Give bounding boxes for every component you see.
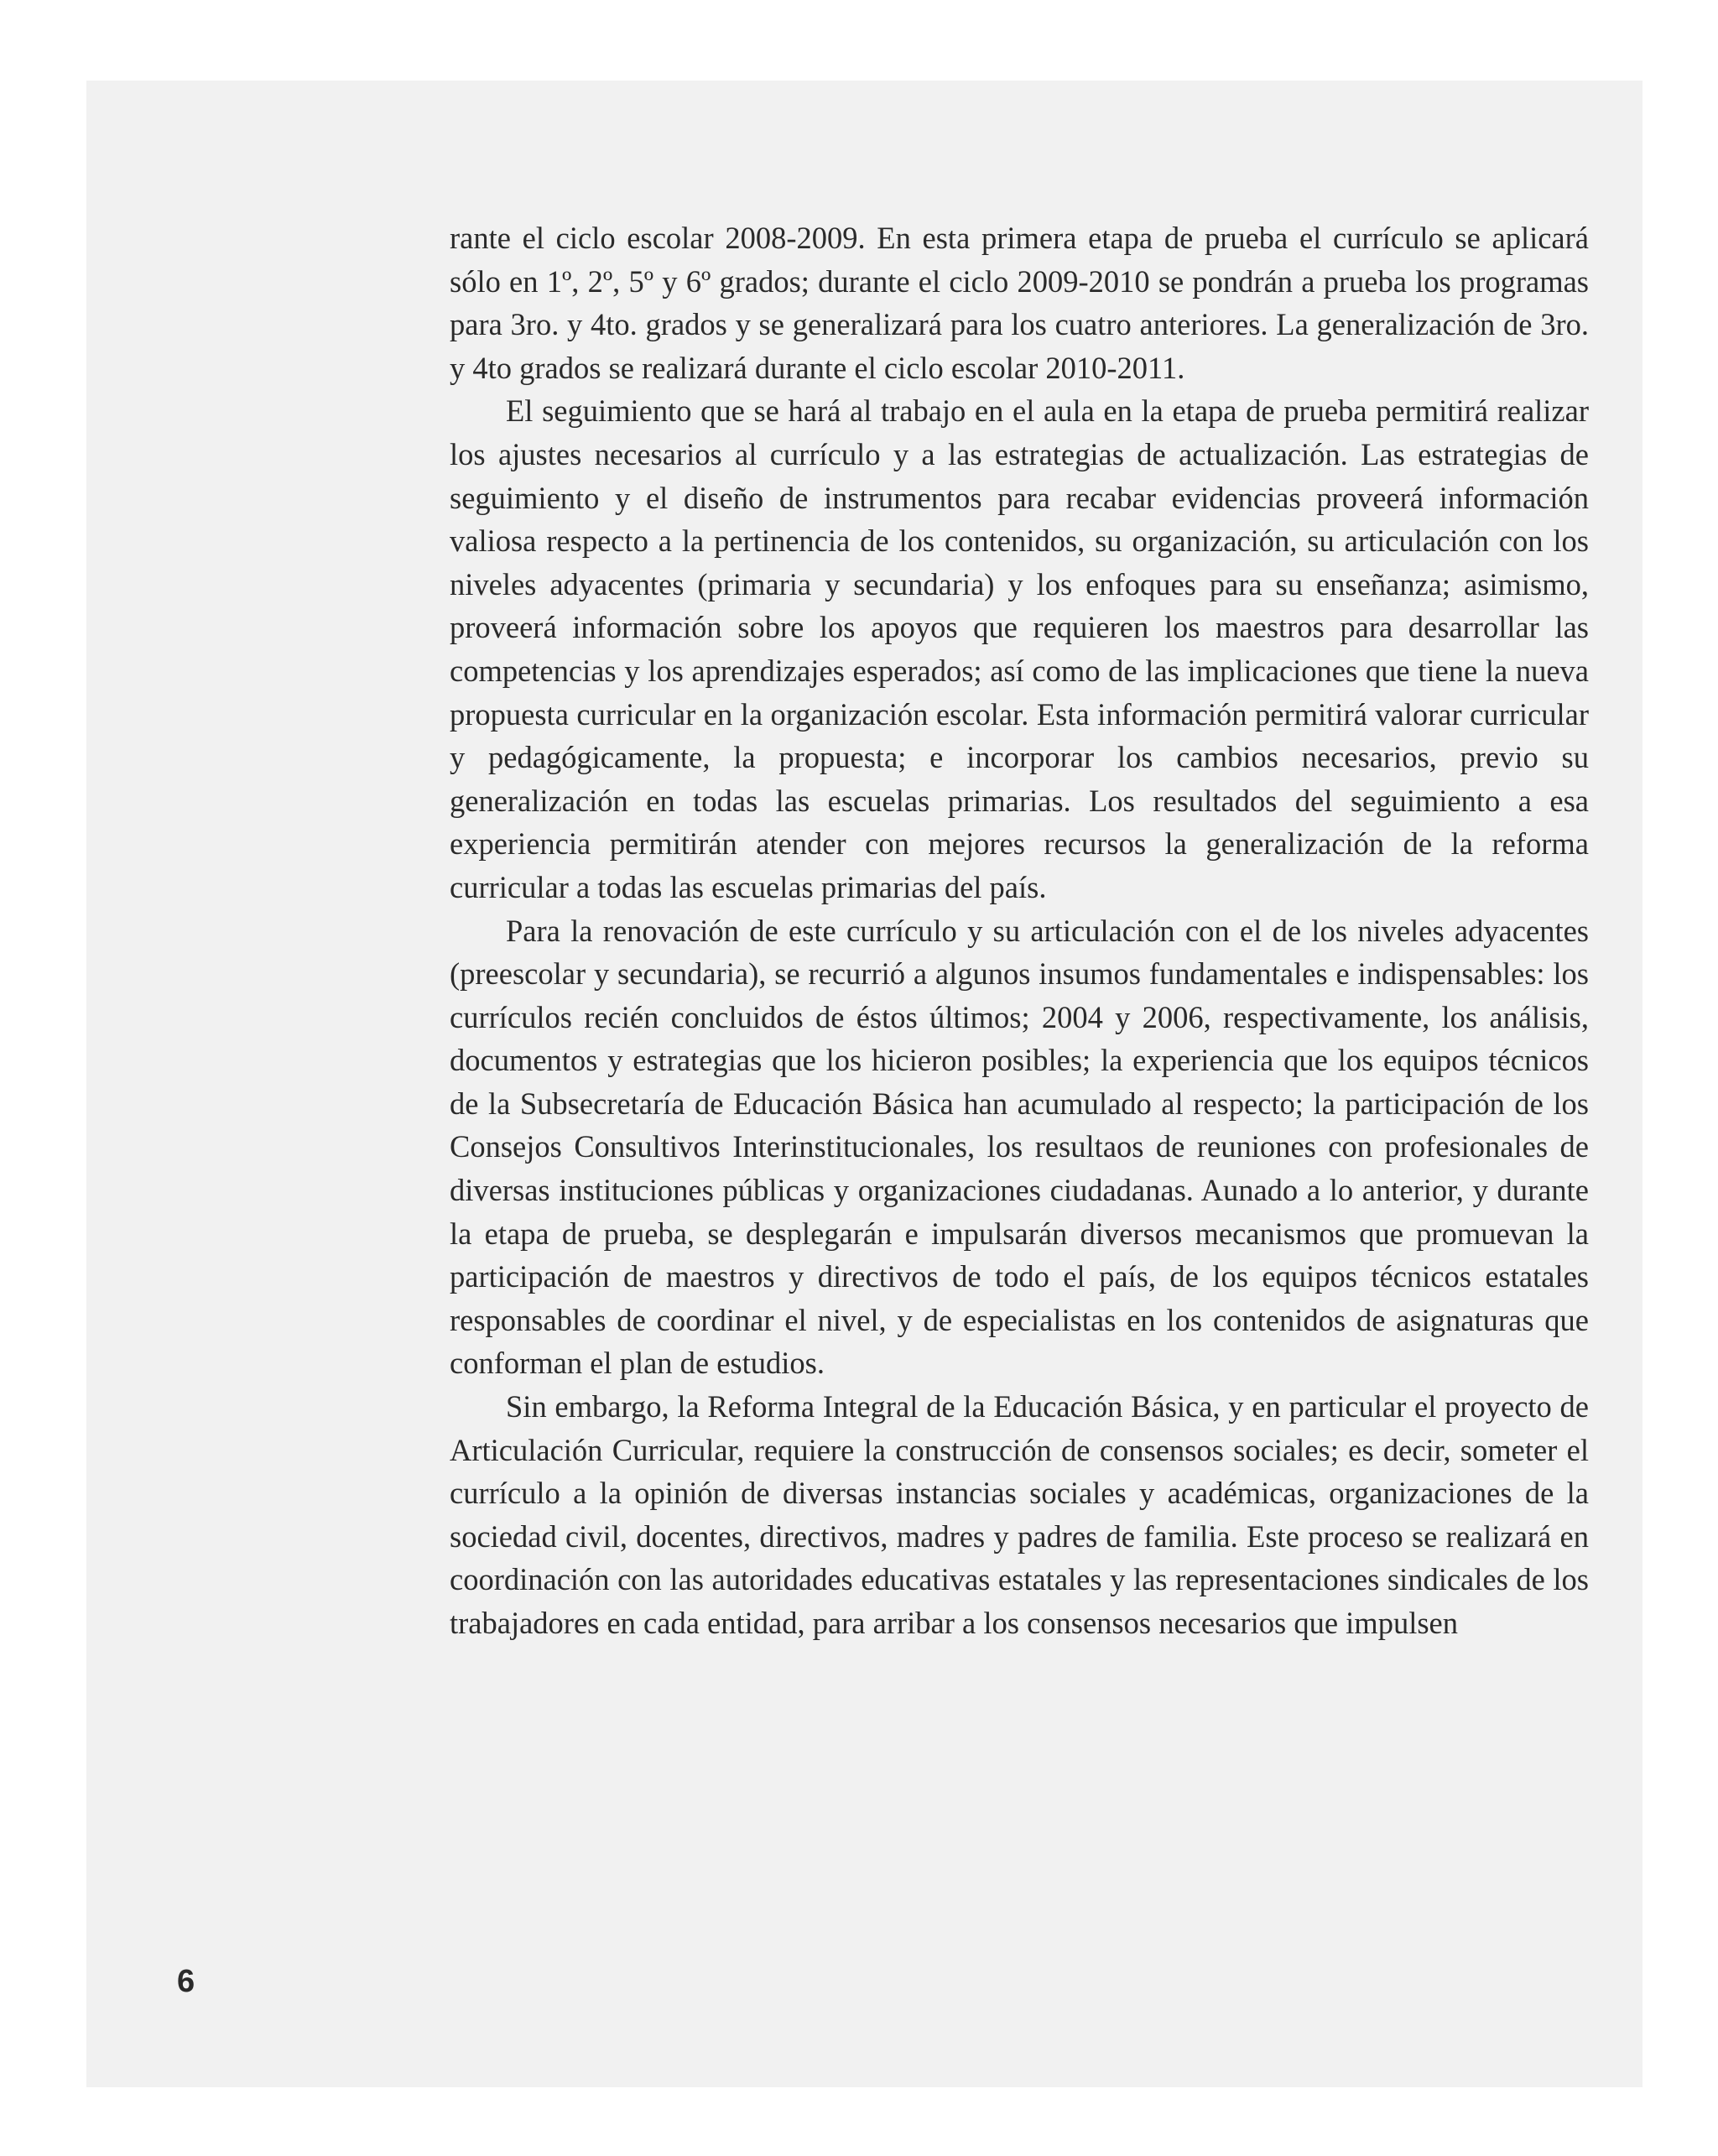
body-text <box>450 216 1589 1645</box>
paragraph-2: El seguimiento que se hará al trabajo en el aula en la etapa de prueba permitirá realizar los ajustes necesarios al currículo y a las estrategias de actualización. Las estrategias de seguimiento y el diseño de instrumentos para recabar evidencias proveerá información valiosa respecto a la pertinencia de los contenidos, su organización, su articulación con los niveles adyacentes (primaria y secundaria) y los enfoques para su enseñanza; asimismo, proveerá información sobre los apoyos que requieren los maestros para desarrollar las competencias y los aprendizajes esperados; así como de las implicaciones que tiene la nueva propuesta curricular en la organización escolar. Esta información permitirá valorar curricular y pedagógicamente, la propuesta; e incorporar los cambios necesarios, previo su generalización en todas las escuelas primarias. Los resultados del seguimiento a esa experiencia permitirán atender con mejores recursos la generalización de la reforma curricular a todas las escuelas primarias del país. <box>450 393 1589 904</box>
document-page <box>86 81 1643 2087</box>
paragraph-1: rante el ciclo escolar 2008-2009. En esta primera etapa de prueba el currículo se aplicará sólo en 1º, 2º, 5º y 6º grados; durante el ciclo 2009-2010 se pondrán a prueba los programas para 3ro. y 4to. grados y se generalizará para los cuatro anteriores. La generalización de 3ro. y 4to grados se realizará durante el ciclo escolar 2010-2011. <box>450 221 1589 385</box>
page-number: 6 <box>177 1964 195 1999</box>
paragraph-4: Sin embargo, la Reforma Integral de la Educación Básica, y en particular el proyecto de Articulación Curricular, requiere la construcción de consensos sociales; es decir, someter el currículo a la opinión de diversas instancias sociales y académicas, organizaciones de la sociedad civil, docentes, directivos, madres y padres de familia. Este proceso se realizará en coordinación con las autoridades educativas estatales y las representaciones sindicales de los trabajadores en cada entidad, para arribar a los consensos necesarios que impulsen <box>450 1389 1589 1640</box>
paragraph-3: Para la renovación de este currículo y su articulación con el de los niveles adyacentes (preescolar y secundaria), se recurrió a algunos insumos fundamentales e indispensables: los currículos recién concluidos de éstos últimos; 2004 y 2006, respectivamente, los análisis, documentos y estrategias que los hicieron posibles; la experiencia que los equipos técnicos de la Subsecretaría de Educación Básica han acumulado al respecto; la participación de los Consejos Consultivos Interinstitucionales, los resultaos de reuniones con profesionales de diversas instituciones públicas y organizaciones ciudadanas. Aunado a lo anterior, y durante la etapa de prueba, se desplegarán e impulsarán diversos mecanismos que promuevan la participación de maestros y directivos de todo el país, de los equipos técnicos estatales responsables de coordinar el nivel, y de especialistas en los contenidos de asignaturas que conforman el plan de estudios. <box>450 913 1589 1381</box>
